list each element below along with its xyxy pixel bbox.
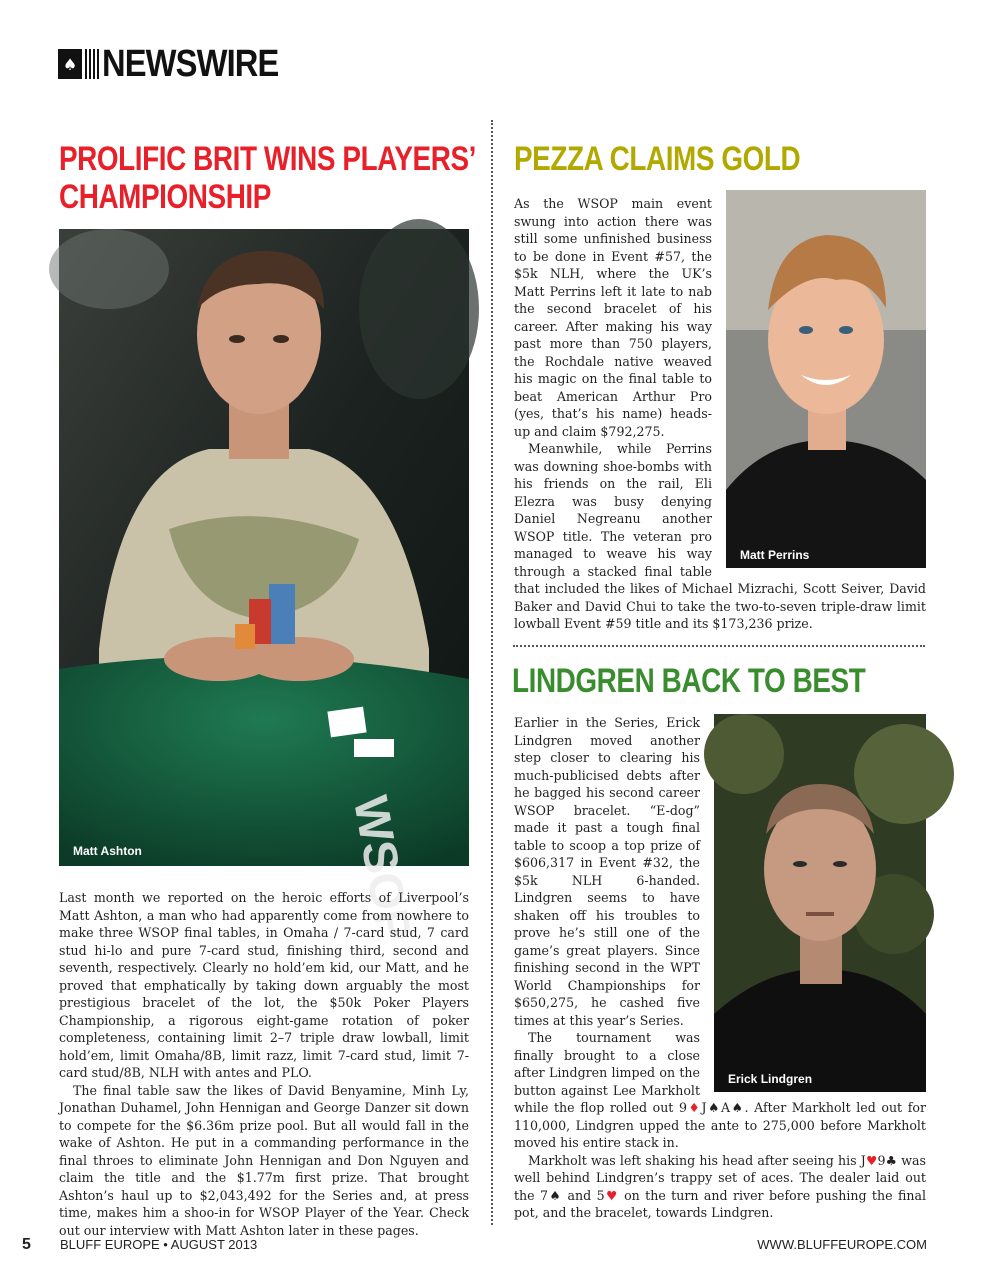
heart-suit-icon: ♥ — [604, 1187, 619, 1203]
section-title: NEWSWIRE — [102, 42, 279, 85]
story3-headline: LINDGREN BACK TO BEST — [512, 662, 866, 700]
story1-para2: The final table saw the likes of David Benyamine, Minh Ly, Jonathan Duhamel, John Hennigan and George Danzer sit down to compete for the $6.36m prize pool. But all would fall in the wake of Ashton. He put in a commanding performance in the final throes to eliminate John Hennigan and Don Nguyen and claim the title and the $1.77m first prize. That brought Ashton’s haul up to $2,043,492 for the Series and, at press time, makes him a shoo-in for WSOP Player of the Year. Check out our interview with Matt Ashton later in these pages. — [59, 1082, 469, 1238]
spade-suit-icon: ♠ — [730, 1100, 745, 1115]
story2-para1: As the WSOP main event swung into action there was still some unfinished business to be done in Event #57, the $5k NLH, where the UK’s Matt Perrins left it late to nab the second bracelet of his career. After making his way past more than 750 players, the Rochdale native weaved his magic on the final table to beat American Arthur Pro (yes, that’s his name) heads-up and claim $792,275. — [514, 196, 712, 439]
erick-lindgren-image — [714, 714, 926, 1092]
story-divider — [513, 645, 925, 647]
story2-caption: Matt Perrins — [740, 548, 810, 562]
spade-logo-icon: ♠ — [58, 49, 82, 79]
story2-headline: PEZZA CLAIMS GOLD — [514, 140, 801, 178]
story2-para2: Meanwhile, while Perrins was downing shoe-bombs with his friends on the rail, Eli Elezra was busy denying Daniel Negreanu another WSOP title. The veteran pro managed to weave his way through a stacked final table that included the likes of Michael Mizrachi, Scott Seiver, David Baker and David Chui to take the two-to-seven triple-draw limit lowball Event #59 title and its $173,236 prize. — [514, 441, 926, 631]
matt-perrins-photo — [726, 190, 926, 568]
story3-para2: The tournament was finally brought to a close after Lindgren limped on the button against Lee Markholt while the flop rolled out 9♦J♠A♠. After Markholt led out for 110,000, Lindgren upped the ante to 275,000 before Markholt moved his entire stack in. — [514, 1030, 926, 1150]
section-tag — [58, 44, 307, 84]
story1-para1: Last month we reported on the heroic efforts of Liverpool’s Matt Ashton, a man who had apparently come from nowhere to make three WSOP final tables, in Omaha / 7-card stud, 7 card stud hi-lo and pure 7-card stud, finishing third, second and seventh, respectively. Clearly no hold’em kid, our Matt, and he proved that emphatically by taking down arguably the most prestigious bracelet of the lot, the $50k Poker Players Championship, a rigorous eight-game rotation of poker completeness, containing limit 2–7 triple draw lowball, limit hold’em, limit Omaha/8B, limit razz, limit 7-card stud, limit 7-card stud/8B, NLH with antes and PLO. — [59, 890, 469, 1080]
page-number: 5 — [22, 1236, 31, 1253]
matt-ashton-photo — [59, 229, 469, 946]
erick-lindgren-photo — [714, 714, 926, 1092]
story2-body — [514, 190, 926, 633]
website-url[interactable]: WWW.BLUFFEUROPE.COM — [757, 1237, 927, 1252]
club-suit-icon: ♣ — [885, 1152, 898, 1168]
matt-perrins-image — [726, 190, 926, 568]
spade-suit-icon: ♠ — [706, 1100, 721, 1115]
story1-headline: PROLIFIC BRIT WINS PLAYERS’ CHAMPIONSHIP — [59, 140, 476, 216]
magazine-issue: BLUFF EUROPE • AUGUST 2013 — [60, 1237, 258, 1252]
column-divider — [491, 120, 493, 1225]
story1-caption: Matt Ashton — [73, 844, 142, 858]
story3-para1: Earlier in the Series, Erick Lindgren moved another step closer to clearing his much-publicised debts after he bagged his second career WSOP bracelet. “E-dog” made it past a tough final table to scoop a top prize of $606,317 in Event #32, the $5k NLH 6-handed. Lindgren seems to have shaken off his troubles to prove he’s still one of the game’s great players. Since finishing second in the WPT World Championships for $650,275, he cashed five times at this year’s Series. — [514, 715, 700, 1028]
svg-text:WSOP: WSOP — [342, 792, 421, 946]
spade-suit-icon: ♠ — [548, 1187, 563, 1203]
diamond-suit-icon: ♦ — [686, 1100, 702, 1115]
story1-body — [59, 889, 469, 1239]
matt-ashton-image — [59, 229, 469, 946]
barcode-icon — [85, 49, 99, 79]
story3-body — [514, 714, 926, 1222]
heart-suit-icon: ♥ — [865, 1152, 878, 1168]
story3-caption: Erick Lindgren — [728, 1072, 813, 1086]
story3-para3: Markholt was left shaking his head after seeing his J♥9♣ was well behind Lindgren’s trappy set of aces. The dealer laid out the 7♠ and 5♥ on the turn and river before pushing the final pot, and the bracelet, towards Lindgren. — [514, 1152, 926, 1220]
